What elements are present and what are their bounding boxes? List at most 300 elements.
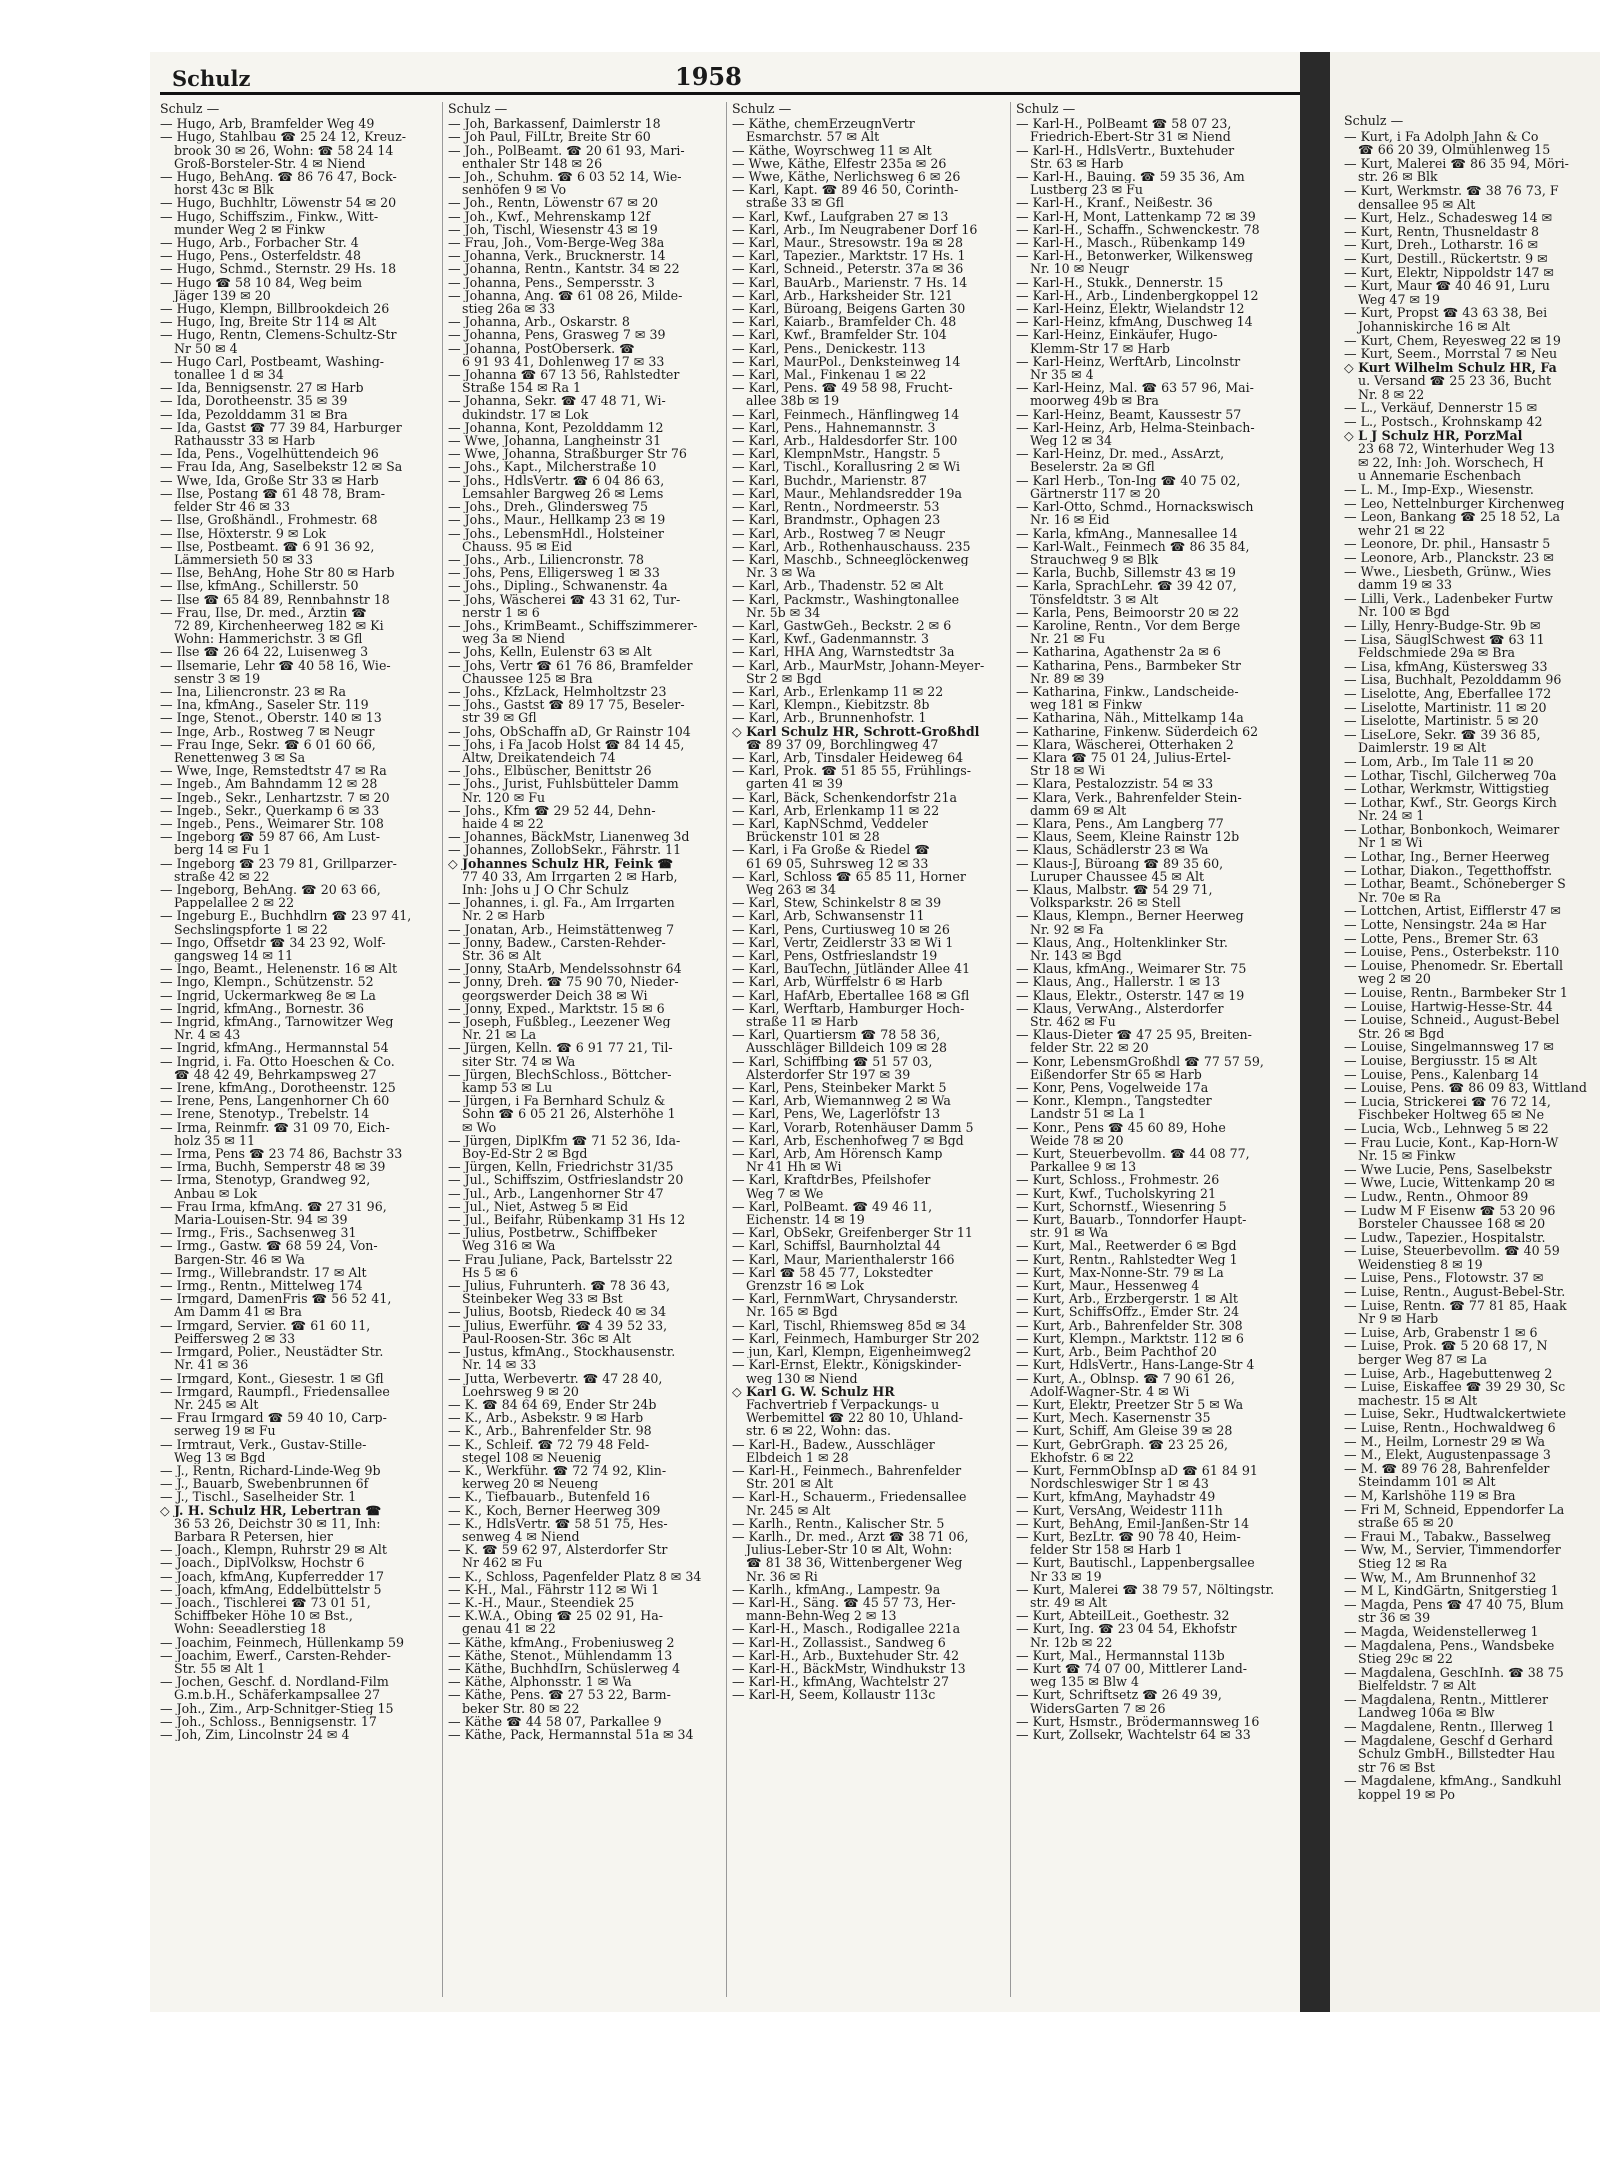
- listing-entry: — Leo, Nettelnburger Kirchenweg: [1344, 496, 1565, 511]
- listing-entry: Peiffersweg 2 ✉ 33: [174, 1331, 296, 1346]
- listing-entry: — M, Karlshöhe 119 ✉ Bra: [1344, 1488, 1516, 1503]
- listing-entry: Nr. 92 ✉ Fa: [1030, 922, 1104, 936]
- listing-entry: — Kurt, Mal., Reetwerder 6 ✉ Bgd: [1016, 1239, 1237, 1253]
- listing-entry: senstr 3 ✉ 19: [174, 671, 261, 685]
- listing-entry: — Johs, Kelln, Eulenstr 63 ✉ Alt: [448, 645, 652, 659]
- listing-entry: — Karl-H., Arb., Buxtehuder Str. 42: [732, 1648, 960, 1662]
- listing-entry: — Johanna, Kont, Pezolddamm 12: [448, 420, 664, 435]
- listing-entry: — Lisa, kfmAng, Küstersweg 33: [1344, 659, 1548, 674]
- listing-entry: — Klaus, Ang., Hallerstr. 1 ✉ 13: [1016, 975, 1221, 989]
- listing-entry: — Karl, Kwf., Laufgraben 27 ✉ 13: [732, 209, 949, 223]
- listing-entry: Ekhofstr. 6 ✉ 22: [1030, 1450, 1134, 1464]
- listing-entry: — Joh., Schuhm. ☎ 6 03 52 14, Wie-: [448, 170, 682, 184]
- listing-entry: — Karl-H., Bauing. ☎ 59 35 36, Am: [1016, 170, 1245, 184]
- listing-entry: — Johs, i Fa Jacob Holst ☎ 84 14 45,: [448, 737, 685, 751]
- listing-entry: — Jürgen, BlechSchloss., Böttcher-: [448, 1067, 672, 1082]
- listing-entry: — Wwe, Ida, Große Str 33 ✉ Harb: [160, 473, 379, 487]
- listing-entry: — Katharina, Pens., Barmbeker Str: [1016, 658, 1241, 672]
- listing-entry: — Irene, kfmAng., Dorotheenstr. 125: [160, 1081, 396, 1095]
- listing-entry: — Karl, Büroang, Beigens Garten 30: [732, 302, 966, 316]
- listing-entry: — Karl, Arb., Brunnenhofstr. 1: [732, 711, 927, 725]
- listing-entry: Wohn: Hammerichstr. 3 ✉ Gfl: [174, 632, 363, 646]
- listing-entry: — Klaus, Seem, Kleine Rainstr 12b: [1016, 830, 1240, 844]
- listing-entry: — Kurt, FernmObInsp aD ☎ 61 84 91: [1016, 1463, 1258, 1478]
- listing-entry: — Kurt, Steuerbevollm. ☎ 44 08 77,: [1016, 1147, 1250, 1161]
- listing-entry: — Leonore, Arb., Planckstr. 23 ✉: [1344, 551, 1554, 565]
- listing-entry: — Lothar, Bonbonkoch, Weimarer: [1344, 822, 1560, 837]
- listing-entry: — Louise, Schneid., August-Bebel: [1344, 1013, 1560, 1027]
- listing-entry: str 76 ✉ Bst: [1358, 1760, 1435, 1775]
- listing-entry: — Johanna, Pens, Grasweg 7 ✉ 39: [448, 328, 666, 342]
- listing-entry: — Karl, PolBeamt. ☎ 49 46 11,: [732, 1199, 933, 1214]
- listing-entry: — K., Tiefbauarb., Butenfeld 16: [448, 1490, 651, 1504]
- listing-entry: — Lothar, Beamt., Schöneberger S: [1344, 877, 1566, 891]
- listing-entry: — Klaus-Dieter ☎ 47 25 95, Breiten-: [1016, 1028, 1252, 1042]
- listing-entry: — Ww, M., Servier, Timmendorfer: [1344, 1543, 1561, 1557]
- listing-entry: Strauchweg 9 ✉ Blk: [1030, 552, 1159, 567]
- listing-entry: — Karl, Pens, Ostfrieslandstr 19: [732, 949, 938, 963]
- listing-entry: ◇ Kurt Wilhelm Schulz HR, Fa: [1344, 360, 1557, 375]
- listing-entry: — Karl-Otto, Schmd., Hornackswisch: [1016, 500, 1254, 514]
- listing-entry: — Karl, Pens, We, Lagerlöfstr 13: [732, 1107, 941, 1121]
- listing-entry: — Magdalena, GeschInh. ☎ 38 75: [1344, 1665, 1564, 1680]
- listing-entry: — Lothar, Ing., Berner Heerweg: [1344, 850, 1550, 864]
- listing-entry: Paul-Roosen-Str. 36c ✉ Alt: [462, 1331, 631, 1346]
- listing-entry: Loehrsweg 9 ✉ 20: [462, 1384, 579, 1398]
- listing-entry: — Leonore, Dr. phil., Hansastr 5: [1344, 537, 1551, 551]
- listing-entry: Nr. 70e ✉ Ra: [1358, 890, 1441, 905]
- listing-entry: — Kurt, Schiff, Am Gleise 39 ✉ 28: [1016, 1424, 1233, 1438]
- listing-entry: — Kurt, Werkmstr. ☎ 38 76 73, F: [1344, 183, 1559, 198]
- listing-entry: Nr. 4 ✉ 43: [174, 1028, 241, 1042]
- listing-entry: Nr. 100 ✉ Bgd: [1358, 605, 1450, 619]
- listing-entry: — Kurt, Rentn, Thusneldastr 8: [1344, 224, 1539, 239]
- listing-entry: — Irma, Buchh, Semperstr 48 ✉ 39: [160, 1160, 386, 1174]
- listing-entry: — Karl, Arb, Tinsdaler Heideweg 64: [732, 750, 964, 765]
- listing-entry: — Hugo, Arb., Forbacher Str. 4: [160, 236, 359, 250]
- listing-entry: — Karl, Stew, Schinkelstr 8 ✉ 39: [732, 896, 942, 910]
- listing-entry: — J., Tischl., Saselheider Str. 1: [160, 1490, 357, 1504]
- listing-entry: — Klara, Wäscherei, Otterhaken 2: [1016, 737, 1234, 751]
- listing-entry: — Kurt, Klempn., Marktstr. 112 ✉ 6: [1016, 1331, 1244, 1346]
- listing-entry: — Hugo, Schmd., Sternstr. 29 Hs. 18: [160, 262, 397, 276]
- listing-entry: Nr. 143 ✉ Bgd: [1030, 949, 1122, 963]
- listing-entry: — Frau Lucie, Kont., Kap-Horn-W: [1344, 1135, 1559, 1150]
- listing-entry: — Frau Ida, Ang, Saselbekstr 12 ✉ Sa: [160, 460, 403, 474]
- listing-entry: ☎ 66 20 39, Olmühlenweg 15: [1358, 143, 1551, 157]
- listing-entry: — Irmg., Rentn., Mittelweg 174: [160, 1279, 363, 1293]
- listing-entry: — Magdalene, Rentn., Illerweg 1: [1344, 1720, 1555, 1734]
- listing-entry: u Annemarie Eschenbach: [1358, 469, 1521, 484]
- listing-entry: Luruper Chaussee 45 ✉ Alt: [1030, 869, 1205, 883]
- listing-entry: — Luise, Prok. ☎ 5 20 68 17, N: [1344, 1339, 1548, 1354]
- listing-entry: straße 65 ✉ 20: [1358, 1516, 1454, 1530]
- listing-entry: — Konr, LebensmGroßhdl ☎ 77 57 59,: [1016, 1054, 1264, 1068]
- listing-entry: G.m.b.H., Schäferkampsallee 27: [174, 1688, 381, 1702]
- listing-entry: Sechslingspforte 1 ✉ 22: [174, 922, 328, 936]
- listing-entry: — J., Rentn, Richard-Linde-Weg 9b: [160, 1463, 381, 1478]
- listing-entry: — Katharina, Näh., Mittelkamp 14a: [1016, 711, 1244, 725]
- listing-entry: — Joh, Tischl, Wiesenstr 43 ✉ 19: [448, 222, 658, 237]
- listing-entry: — Joh., Rentn, Löwenstr 67 ✉ 20: [448, 196, 659, 210]
- listing-entry: — Karl, BauTechn, Jütländer Allee 41: [732, 962, 971, 976]
- listing-entry: enthaler Str 148 ✉ 26: [462, 156, 603, 171]
- listing-entry: — Irmtraut, Verk., Gustav-Stille-: [160, 1437, 367, 1451]
- listing-entry: — Hugo, Klempn, Billbrookdeich 26: [160, 302, 390, 316]
- listing-entry: — Karl, Maur., Stresowstr. 19a ✉ 28: [732, 236, 963, 250]
- listing-entry: — Wwe, Johanna, Straßburger Str 76: [448, 447, 687, 461]
- listing-entry: garten 41 ✉ 39: [746, 777, 843, 791]
- listing-entry: Jäger 139 ✉ 20: [174, 288, 271, 303]
- listing-entry: Nr. 10 ✉ Neugr: [1030, 262, 1129, 276]
- listing-entry: — Johanna, Verk., Brucknerstr. 14: [448, 249, 666, 263]
- listing-entry: — Karl ☎ 58 45 77, Lokstedter: [732, 1265, 933, 1280]
- listing-entry: — Luise, Steuerbevollm. ☎ 40 59: [1344, 1244, 1560, 1258]
- listing-entry: — Karl, Prok. ☎ 51 85 55, Frühlings-: [732, 764, 971, 778]
- listing-entry: damm 19 ✉ 33: [1358, 578, 1453, 592]
- listing-entry: — Karl-H., Arb., Lindenbergkoppel 12: [1016, 288, 1259, 303]
- listing-entry: — Jürgen, i Fa Bernhard Schulz &: [448, 1094, 666, 1108]
- listing-entry: koppel 19 ✉ Po: [1358, 1788, 1455, 1802]
- listing-entry: — Klaus, VerwAng., Alsterdorfer: [1016, 1001, 1224, 1016]
- listing-entry: — Käthe, Pack, Hermannstal 51a ✉ 34: [448, 1727, 694, 1742]
- listing-entry: — Wwe, Inge, Remstedtstr 47 ✉ Ra: [160, 764, 387, 778]
- listing-entry: — Karl-Heinz, Arb, Helma-Steinbach-: [1016, 420, 1255, 435]
- listing-entry: — Hugo, Ing, Breite Str 114 ✉ Alt: [160, 315, 377, 329]
- listing-entry: senweg 4 ✉ Niend: [462, 1529, 580, 1544]
- listing-entry: Str. 63 ✉ Harb: [1030, 156, 1124, 171]
- listing-entry: ◇ L J Schulz HR, PorzMal: [1344, 428, 1523, 443]
- listing-entry: — Karl, Bäck, Schenkendorfstr 21a: [732, 790, 957, 804]
- listing-entry: — Karl-H., BäckMstr, Windhukstr 13: [732, 1661, 966, 1676]
- listing-entry: — Fri M, Schneid, Eppendorfer La: [1344, 1502, 1565, 1517]
- listing-entry: wehr 21 ✉ 22: [1358, 523, 1445, 538]
- listing-entry: — Ina, kfmAng., Saseler Str. 119: [160, 698, 369, 712]
- listing-entry: — Wwe, Johanna, Langheinstr 31: [448, 434, 662, 448]
- listing-entry: — M., Elekt, Augustenpassage 3: [1344, 1448, 1551, 1462]
- listing-entry: — Kurt, Schloss., Frohmestr. 26: [1016, 1173, 1220, 1187]
- listing-entry: — Kurt, BezLtr. ☎ 90 78 40, Heim-: [1016, 1529, 1241, 1544]
- listing-entry: — Karl-H., Säng. ☎ 45 57 73, Her-: [732, 1595, 956, 1610]
- listing-entry: — Jul., Beifahr, Rübenkamp 31 Hs 12: [448, 1213, 686, 1227]
- listing-entry: Lämmersieth 50 ✉ 33: [174, 552, 313, 567]
- listing-entry: — Irmgard, Polier., Neustädter Str.: [160, 1345, 384, 1359]
- listing-entry: — Karl, Tischl., Korallusring 2 ✉ Wi: [732, 460, 961, 474]
- listing-entry: — Wwe Lucie, Pens, Saselbekstr: [1344, 1162, 1552, 1177]
- listing-entry: — Kurt, Bautischl., Lappenbergsallee: [1016, 1556, 1255, 1570]
- listing-entry: — Kurt, A., Oblnsp. ☎ 7 90 61 26,: [1016, 1371, 1235, 1385]
- listing-entry: Ausschläger Billdeich 109 ✉ 28: [746, 1041, 948, 1055]
- listing-entry: str 36 ✉ 39: [1358, 1611, 1431, 1625]
- listing-entry: — Kurt, Max-Nonne-Str. 79 ✉ La: [1016, 1265, 1224, 1280]
- listing-entry: — Ina, Liliencronstr. 23 ✉ Ra: [160, 684, 347, 699]
- listing-entry: — Johs, Wäscherei ☎ 43 31 62, Tur-: [448, 592, 681, 606]
- listing-entry: Weide 78 ✉ 20: [1030, 1133, 1124, 1148]
- listing-entry: — Ingeb., Sekr., Lenhartzstr. 7 ✉ 20: [160, 790, 390, 804]
- listing-entry: — Karl, Arb., Rothenhauschauss. 235: [732, 539, 971, 553]
- listing-entry: 36 53 26, Deichstr 30 ✉ 11, Inh:: [174, 1516, 381, 1530]
- listing-entry: Hs 5 ✉ 6: [462, 1265, 519, 1280]
- listing-entry: Nr. 3 ✉ Wa: [746, 566, 816, 580]
- listing-entry: — Lom, Arb., Im Tale 11 ✉ 20: [1344, 754, 1534, 769]
- listing-entry: — K.W.A., Obing ☎ 25 02 91, Ha-: [448, 1609, 663, 1623]
- listing-entry: horst 43c ✉ Blk: [174, 183, 274, 197]
- listing-entry: Chaussee 125 ✉ Bra: [462, 671, 593, 685]
- listing-entry: — Klaus, Klempn., Berner Heerweg: [1016, 909, 1244, 923]
- listing-entry: — Karl-Heinz, Beamt, Kaussestr 57: [1016, 407, 1242, 421]
- listing-entry: — Lilli, Verk., Ladenbeker Furtw: [1344, 591, 1553, 606]
- listing-entry: — Magdalena, Rentn., Mittlerer: [1344, 1692, 1548, 1707]
- listing-entry: berg 14 ✉ Fu 1: [174, 843, 272, 857]
- listing-entry: Gärtnerstr 117 ✉ 20: [1030, 486, 1161, 501]
- listing-entry: — Kurt, Schriftsetz ☎ 26 49 39,: [1016, 1688, 1222, 1702]
- listing-entry: — Jonny, Badew., Carsten-Rehder-: [448, 935, 666, 949]
- listing-entry: — Karl, HHA Ang, Warnstedtstr 3a: [732, 645, 955, 659]
- listing-entry: Boy-Ed-Str 2 ✉ Bgd: [462, 1147, 588, 1161]
- listing-entry: — Johanna, Rentn., Kantstr. 34 ✉ 22: [448, 262, 680, 276]
- listing-entry: — Lotte, Nensingstr. 24a ✉ Har: [1344, 918, 1547, 932]
- listing-entry: — Luise, Arb., Hagebuttenweg 2: [1344, 1366, 1553, 1381]
- listing-entry: Alsterdorfer Str 197 ✉ 39: [746, 1067, 911, 1082]
- listing-entry: — Kurt, VersAng, Weidestr 111h: [1016, 1503, 1223, 1517]
- listing-entry: Inh: Johs u J O Chr Schulz: [462, 882, 629, 897]
- listing-entry: Anbau ✉ Lok: [174, 1186, 258, 1200]
- listing-entry: — Ilse, BehAng, Hohe Str 80 ✉ Harb: [160, 566, 395, 580]
- listing-entry: — Käthe, Alphonsstr. 1 ✉ Wa: [448, 1675, 632, 1689]
- listing-entry: Schulz GmbH., Billstedter Hau: [1358, 1747, 1556, 1761]
- listing-entry: — Katharina, Agathenstr 2a ✉ 6: [1016, 645, 1221, 659]
- listing-entry: Weg 263 ✉ 34: [746, 882, 837, 897]
- listing-entry: ✉ 22, Inh: Joh. Worschech, H: [1358, 455, 1544, 470]
- listing-entry: — Jürgen, DiplKfm ☎ 71 52 36, Ida-: [448, 1133, 681, 1148]
- listing-entry: — Johs, Pens, Elligersweg 1 ✉ 33: [448, 566, 660, 580]
- listing-entry: — Kurt, i Fa Adolph Jahn & Co: [1344, 129, 1539, 144]
- listing-entry: — Joh., Kwf., Mehrenskamp 12f: [448, 209, 651, 223]
- listing-entry: Altw, Dreikatendeich 74: [462, 750, 616, 765]
- listing-entry: Nr. 16 ✉ Eid: [1030, 513, 1110, 527]
- listing-entry: straße 42 ✉ 22: [174, 869, 270, 883]
- listing-entry: — Ingeb., Pens., Weimarer Str. 108: [160, 816, 384, 831]
- listing-entry: — Ludw., Rentn., Ohmoor 89: [1344, 1189, 1529, 1204]
- listing-entry: — Ingrid, Uckermarkweg 8e ✉ La: [160, 988, 376, 1002]
- page-header-year: 1958: [675, 62, 742, 91]
- listing-entry: felder Str. 22 ✉ 20: [1030, 1041, 1149, 1055]
- listing-entry: — Ilse ☎ 26 64 22, Luisenweg 3: [160, 645, 369, 659]
- listing-entry: ☎ 81 38 36, Wittenbergener Weg: [746, 1556, 963, 1570]
- listing-entry: — Karl, Arb, Am Hörensch Kamp: [732, 1147, 943, 1161]
- listing-entry: — Irene, Pens, Langenhorner Ch 60: [160, 1094, 390, 1108]
- listing-entry: — Hugo Carl, Postbeamt, Washing-: [160, 354, 385, 369]
- listing-entry: Weg 316 ✉ Wa: [462, 1239, 556, 1253]
- listing-entry: — Käthe, chemErzeugnVertr: [732, 117, 915, 131]
- listing-entry: Eichenstr. 14 ✉ 19: [746, 1213, 865, 1227]
- listing-entry: — Kurt, Zollsekr, Wachtelstr 64 ✉ 33: [1016, 1727, 1251, 1742]
- listing-entry: Pappelallee 2 ✉ 22: [174, 896, 295, 910]
- listing-entry: — Ingrid, kfmAng., Tarnowitzer Weg: [160, 1015, 394, 1029]
- listing-entry: Nr 50 ✉ 4: [174, 341, 238, 355]
- listing-entry: Nr 33 ✉ 19: [1030, 1569, 1102, 1583]
- listing-entry: — Jul., Niet, Astweg 5 ✉ Eid: [448, 1199, 629, 1214]
- listing-entry: Parkallee 9 ✉ 13: [1030, 1160, 1137, 1174]
- listing-entry: — Jonny, StaArb, Mendelssohnstr 64: [448, 962, 682, 976]
- listing-entry: ◇ J. H. Schulz HR, Lebertran ☎: [160, 1503, 382, 1517]
- listing-entry: — Ww, M., Am Brunnenhof 32: [1344, 1570, 1537, 1585]
- listing-entry: — K., Koch, Berner Heerweg 309: [448, 1503, 661, 1517]
- listing-entry: holz 35 ✉ 11: [174, 1133, 255, 1148]
- listing-entry: Weg 12 ✉ 34: [1030, 434, 1113, 448]
- listing-entry: — Kurt, Helz., Schadesweg 14 ✉: [1344, 211, 1553, 225]
- listing-entry: — Kurt, Rentn., Rahlstedter Weg 1: [1016, 1252, 1238, 1266]
- listing-entry: 23 68 72, Winterhuder Weg 13: [1358, 442, 1555, 456]
- listing-entry: — Karl, Pens, Curtiusweg 10 ✉ 26: [732, 922, 950, 936]
- listing-entry: — Hugo, Schiffszim., Finkw., Witt-: [160, 209, 379, 223]
- listing-entry: — Karl, FernmWart, Chrysanderstr.: [732, 1292, 959, 1306]
- listing-entry: Brückenstr 101 ✉ 28: [746, 830, 880, 844]
- listing-entry: — Konr., Pens ☎ 45 60 89, Hohe: [1016, 1120, 1226, 1134]
- listing-entry: — Johs., Dreh., Glindersweg 75: [448, 500, 649, 514]
- listing-entry: — Karl, Arb, Würffelstr 6 ✉ Harb: [732, 975, 943, 989]
- listing-entry: WidersGarten 7 ✉ 26: [1030, 1701, 1166, 1715]
- listing-entry: Wohn: Seeadlerstieg 18: [174, 1622, 326, 1636]
- directory-page: [150, 52, 1300, 2012]
- listing-entry: kamp 53 ✉ Lu: [462, 1081, 553, 1095]
- listing-entry: — Johannes, ZollobSekr., Fährstr. 11: [448, 843, 682, 857]
- listing-entry: — Jutta, Werbevertr. ☎ 47 28 40,: [448, 1371, 663, 1385]
- listing-entry: — Frau, Ilse, Dr. med., Ärztin ☎: [160, 605, 367, 619]
- listing-entry: — Karlh., kfmAng., Lampestr. 9a: [732, 1582, 941, 1596]
- listing-entry: kerweg 20 ✉ Neueng: [462, 1477, 599, 1491]
- listing-entry: Nordschleswiger Str 1 ✉ 43: [1030, 1477, 1209, 1491]
- listing-entry: — Irmgard, DamenFris ☎ 56 52 41,: [160, 1292, 392, 1306]
- listing-entry: — Johanna, Ang. ☎ 61 08 26, Milde-: [448, 288, 683, 303]
- listing-entry: — Jonny, Exped., Marktstr. 15 ✉ 6: [448, 1001, 665, 1016]
- listing-entry: Chauss. 95 ✉ Eid: [462, 539, 573, 553]
- listing-entry: — Frau, Joh., Vom-Berge-Weg 38a: [448, 236, 665, 250]
- listing-entry: — Hugo, Buchhltr, Löwenstr 54 ✉ 20: [160, 196, 397, 210]
- listing-entry: — Karl, KapNSchmd, Veddeler: [732, 816, 928, 831]
- listing-entry: — Ida, Dorotheenstr. 35 ✉ 39: [160, 394, 348, 408]
- listing-entry: — Irma, Reinmfr. ☎ 31 09 70, Eich-: [160, 1120, 390, 1134]
- listing-entry: — Karl-H, Mont, Lattenkamp 72 ✉ 39: [1016, 209, 1256, 223]
- listing-entry: — Jonatan, Arb., Heimstättenweg 7: [448, 922, 675, 936]
- listing-entry: Grenzstr 16 ✉ Lok: [746, 1279, 864, 1293]
- listing-entry: str. 49 ✉ Alt: [1030, 1595, 1107, 1610]
- listing-entry: — Johs., HdlsVertr. ☎ 6 04 86 63,: [448, 473, 665, 487]
- listing-entry: — Johs., Maur., Hellkamp 23 ✉ 19: [448, 513, 666, 527]
- listing-entry: — Karl, Maur, Marienthalerstr 166: [732, 1252, 955, 1266]
- listing-entry: — Magdalene, kfmAng., Sandkuhl: [1344, 1774, 1562, 1789]
- listing-entry: — Ingo, Beamt., Helenenstr. 16 ✉ Alt: [160, 962, 398, 976]
- listing-entry: stieg 26a ✉ 33: [462, 302, 556, 316]
- listing-entry: — K., Arb., Asbekstr. 9 ✉ Harb: [448, 1411, 644, 1425]
- listing-entry: — Ludw M F Eisenw ☎ 53 20 96: [1344, 1203, 1556, 1218]
- listing-entry: — K., Arb., Bahrenfelder Str. 98: [448, 1424, 652, 1438]
- listing-entry: — Jul., Arb., Langenhorner Str 47: [448, 1186, 664, 1200]
- listing-entry: Bielfeldstr. 7 ✉ Alt: [1358, 1679, 1476, 1693]
- listing-entry: — Luise, Rentn., Hochwaldweg 6: [1344, 1421, 1556, 1435]
- listing-entry: — Kurt, Maur ☎ 40 46 91, Luru: [1344, 279, 1550, 293]
- listing-entry: senhöfen 9 ✉ Vo: [462, 183, 567, 197]
- listing-entry: — Ida, Pezolddamm 31 ✉ Bra: [160, 407, 348, 421]
- listing-entry: — Karl, Arb., Haldesdorfer Str. 100: [732, 434, 958, 448]
- listing-entry: Weg 13 ✉ Bgd: [174, 1450, 266, 1464]
- listing-entry: — L. M., Imp-Exp., Wiesenstr.: [1344, 483, 1534, 497]
- listing-entry: georgswerder Deich 38 ✉ Wi: [462, 988, 648, 1002]
- listing-entry: serweg 19 ✉ Fu: [174, 1424, 276, 1438]
- listing-entry: — Karl-H., HdlsVertr., Buxtehuder: [1016, 143, 1235, 157]
- listing-entry: — Karl, Arb., Rostweg 7 ✉ Neugr: [732, 526, 945, 540]
- listing-entry: — Karl, KlempnMstr., Hangstr. 5: [732, 447, 941, 461]
- listing-entry: Str. 55 ✉ Alt 1: [174, 1661, 266, 1676]
- listing-entry: — Karl, Kwf., Gadenmannstr. 3: [732, 632, 930, 646]
- listing-entry: — Karl, Buchdr., Marienstr. 87: [732, 473, 928, 487]
- listing-entry: — Käthe ☎ 44 58 07, Parkallee 9: [448, 1714, 662, 1728]
- listing-entry: Friedrich-Ebert-Str 31 ✉ Niend: [1030, 130, 1231, 144]
- listing-entry: — Johannes, i. gl. Fa., Am Irrgarten: [448, 896, 675, 910]
- listing-entry: Elbdeich 1 ✉ 28: [746, 1450, 849, 1464]
- listing-entry: — Lothar, Kwf., Str. Georgs Kirch: [1344, 795, 1557, 810]
- listing-entry: — Kurt, Malerei ☎ 86 35 94, Möri-: [1344, 156, 1569, 171]
- listing-entry: — Karl, Pens., Hahnemannstr. 3: [732, 420, 936, 435]
- listing-entry: — Karl, Arb, Eschenhofweg 7 ✉ Bgd: [732, 1133, 964, 1148]
- listing-entry: Landstr 51 ✉ La 1: [1030, 1107, 1147, 1121]
- listing-entry: — Konr., Klempn., Tangstedter: [1016, 1094, 1212, 1108]
- listing-entry: Nr. 21 ✉ La: [462, 1028, 537, 1042]
- listing-entry: — Julius, Ewerführ. ☎ 4 39 52 33,: [448, 1318, 668, 1332]
- listing-entry: — Kurt, Dreh., Lotharstr. 16 ✉: [1344, 238, 1539, 252]
- listing-entry: — Karl-H, Seem, Kollaustr 113c: [732, 1688, 936, 1702]
- listing-entry: Beselerstr. 2a ✉ Gfl: [1030, 460, 1155, 474]
- listing-entry: — Irma, Stenotyp, Grandweg 92,: [160, 1173, 371, 1187]
- listing-entry: — L., Verkäuf, Dennerstr 15 ✉: [1344, 401, 1538, 416]
- listing-entry: — Karl, Pens, Steinbeker Markt 5: [732, 1081, 947, 1095]
- listing-entry: — Lisa, SäuglSchwest ☎ 63 11: [1344, 632, 1545, 647]
- listing-entry: — Justus, kfmAng., Stockhausenstr.: [448, 1345, 676, 1359]
- listing-entry: — K. ☎ 59 62 97, Alsterdorfer Str: [448, 1543, 668, 1557]
- listing-entry: nerstr 1 ✉ 6: [462, 605, 540, 619]
- listing-entry: — Johs., Kfm ☎ 29 52 44, Dehn-: [448, 803, 656, 817]
- listing-entry: Nr 462 ✉ Fu: [462, 1556, 543, 1570]
- listing-entry: Eißendorfer Str 65 ✉ Harb: [1030, 1067, 1202, 1082]
- listing-entry: — Ida, Pens., Vogelhüttendeich 96: [160, 447, 379, 461]
- listing-entry: — Klaus, kfmAng., Weimarer Str. 75: [1016, 962, 1247, 976]
- listing-entry: — Joh Paul, FilLtr, Breite Str 60: [448, 130, 651, 144]
- listing-entry: genau 41 ✉ 22: [462, 1622, 556, 1636]
- listing-entry: — Irmgard, Servier. ☎ 61 60 11,: [160, 1318, 371, 1332]
- listing-entry: Nr. 21 ✉ Fu: [1030, 632, 1106, 646]
- listing-entry: — Ingeborg, BehAng. ☎ 20 63 66,: [160, 882, 381, 897]
- listing-entry: — Kurt, Propst ☎ 43 63 38, Bei: [1344, 306, 1548, 320]
- listing-entry: Maria-Louisen-Str. 94 ✉ 39: [174, 1213, 348, 1227]
- listing-entry: Schiffbeker Höhe 10 ✉ Bst.,: [174, 1609, 353, 1623]
- listing-entry: — Karl-Ernst, Elektr., Königskinder-: [732, 1358, 962, 1372]
- listing-entry: straße 11 ✉ Harb: [746, 1015, 859, 1029]
- listing-entry: Weg 47 ✉ 19: [1358, 292, 1441, 307]
- listing-entry: — Ida, Bennigsenstr. 27 ✉ Harb: [160, 381, 364, 395]
- listing-entry: — Johs., Elbüscher, Benittstr 26: [448, 764, 652, 778]
- listing-entry: — Klaus, Elektr., Osterstr. 147 ✉ 19: [1016, 988, 1245, 1002]
- listing-entry: — Karl-H., Badew., Ausschläger: [732, 1437, 935, 1451]
- listing-entry: — Karl-Heinz, Dr. med., AssArzt,: [1016, 447, 1225, 461]
- listing-entry: Nr. 14 ✉ 33: [462, 1358, 537, 1372]
- listing-entry: — Karl, HafArb, Ebertallee 168 ✉ Gfl: [732, 988, 970, 1002]
- listing-entry: — Louise, Pens., Kalenbarg 14: [1344, 1067, 1539, 1082]
- page-header-name: Schulz: [172, 66, 251, 91]
- listing-entry: — Karl, Klempn., Kiebitzstr. 8b: [732, 698, 930, 712]
- listing-entry: — Hugo, Stahlbau ☎ 25 24 12, Kreuz-: [160, 130, 407, 144]
- listing-entry: Werbemittel ☎ 22 80 10, Uhland-: [746, 1411, 963, 1425]
- listing-entry: — Karl, Arb, Erlenkamp 11 ✉ 22: [732, 803, 940, 817]
